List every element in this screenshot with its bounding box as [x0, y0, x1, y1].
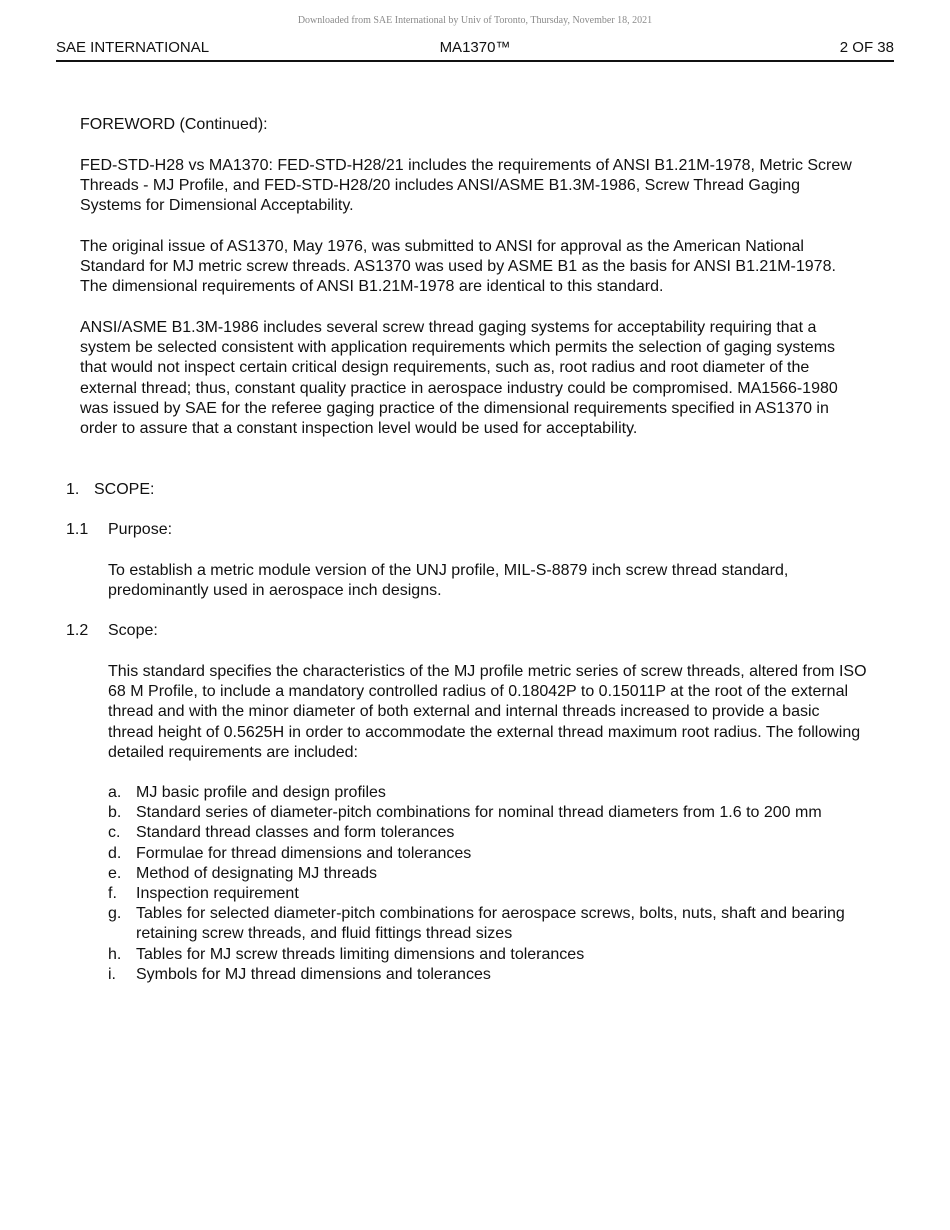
- list-item: [108, 864, 878, 884]
- list-item-letter: i.: [108, 965, 116, 983]
- foreword-paragraph: ANSI/ASME B1.3M-1986 includes several screw thread gaging systems for acceptability requiring that a system be selected consistent with application requirements which permits the selection of gaging systems that would not inspect certain critical design requirements, such as, root radius and root diameter of the external thread; thus, constant quality practice in aerospace industry could be compromised. MA1566-1980 was issued by SAE for the referee gaging practice of the dimensional requirements specified in AS1370 in order to assure that a constant inspection level would be used for acceptability.: [80, 319, 838, 438]
- section-1-2-heading: [66, 621, 158, 641]
- list-item-text: Standard series of diameter-pitch combinations for nominal thread diameters from 1.6 to 200 mm: [136, 804, 822, 822]
- foreword-paragraph: The original issue of AS1370, May 1976, was submitted to ANSI for approval as the American National Standard for MJ metric screw threads. AS1370 was used by ASME B1 as the basis for ANSI B1.21M-1978. The dimensional requirements of ANSI B1.21M-1978 are identical to this standard.: [80, 238, 836, 296]
- list-item-letter: h.: [108, 945, 122, 963]
- list-item: [108, 945, 878, 965]
- purpose-text: To establish a metric module version of the UNJ profile, MIL-S-8879 inch screw thread standard, predominantly used in aerospace inch designs.: [108, 562, 789, 600]
- header-publisher: SAE INTERNATIONAL: [56, 39, 210, 56]
- list-item-text: Inspection requirement: [136, 885, 299, 903]
- section-1-1-heading: [66, 520, 172, 540]
- list-item: [108, 965, 878, 985]
- list-item: [108, 783, 878, 803]
- list-item-letter: e.: [108, 864, 122, 882]
- section-title: SCOPE:: [94, 481, 155, 498]
- list-item-text: Tables for MJ screw threads limiting dimensions and tolerances: [136, 945, 585, 963]
- header-page-number: 2 OF 38: [839, 39, 894, 56]
- section-title: Purpose:: [108, 521, 173, 538]
- list-item: [108, 884, 878, 904]
- section-number: 1.: [66, 481, 80, 498]
- section-number: 1.2: [66, 622, 89, 639]
- list-item-text: MJ basic profile and design profiles: [136, 784, 386, 801]
- foreword-heading: FOREWORD (Continued):: [80, 116, 268, 133]
- list-item-text: Symbols for MJ thread dimensions and tolerances: [136, 965, 491, 983]
- list-item-text: Method of designating MJ threads: [136, 864, 378, 882]
- list-item: [108, 803, 878, 823]
- download-watermark: Downloaded from SAE International by Univ of Toronto, Thursday, November 18, 2021: [297, 15, 653, 26]
- section-title: Scope:: [108, 622, 158, 639]
- list-item: [108, 844, 878, 864]
- list-item-text: Tables for selected diameter-pitch combinations for aerospace screws, bolts, nuts, shaft and bearing retaining screw threads, and fluid fittings thread sizes: [136, 905, 845, 943]
- list-item-text: Standard thread classes and form tolerances: [136, 824, 455, 842]
- page-header: [56, 38, 894, 62]
- foreword-paragraph: FED-STD-H28 vs MA1370: FED-STD-H28/21 includes the requirements of ANSI B1.21M-1978, Metric Screw Threads - MJ Profile, and FED-STD-H28/20 includes ANSI/ASME B1.3M-1986, Screw Thread Gaging Systems for Dimensional Acceptability.: [80, 157, 852, 215]
- requirements-list: [108, 783, 878, 985]
- list-item-letter: d.: [108, 844, 122, 862]
- section-1-heading: [66, 480, 154, 500]
- list-item: [108, 823, 878, 843]
- list-item: [108, 904, 878, 944]
- list-item-letter: g.: [108, 905, 122, 923]
- section-number: 1.1: [66, 521, 89, 538]
- list-item-text: Formulae for thread dimensions and tolerances: [136, 844, 472, 862]
- list-item-letter: b.: [108, 804, 122, 822]
- list-item-letter: c.: [108, 824, 121, 842]
- list-item-letter: f.: [108, 885, 117, 903]
- list-item-letter: a.: [108, 784, 122, 801]
- header-document-number: MA1370™: [439, 39, 511, 56]
- scope-text: This standard specifies the characteristics of the MJ profile metric series of screw threads, altered from ISO 68 M Profile, to include a mandatory controlled radius of 0.18042P to 0.15011P at the root of the external thread and with the minor diameter of both external and internal threads increased to provide a basic thread height of 0.5625H in order to accommodate the external thread maximum root radius. The following detailed requirements are included:: [108, 663, 867, 761]
